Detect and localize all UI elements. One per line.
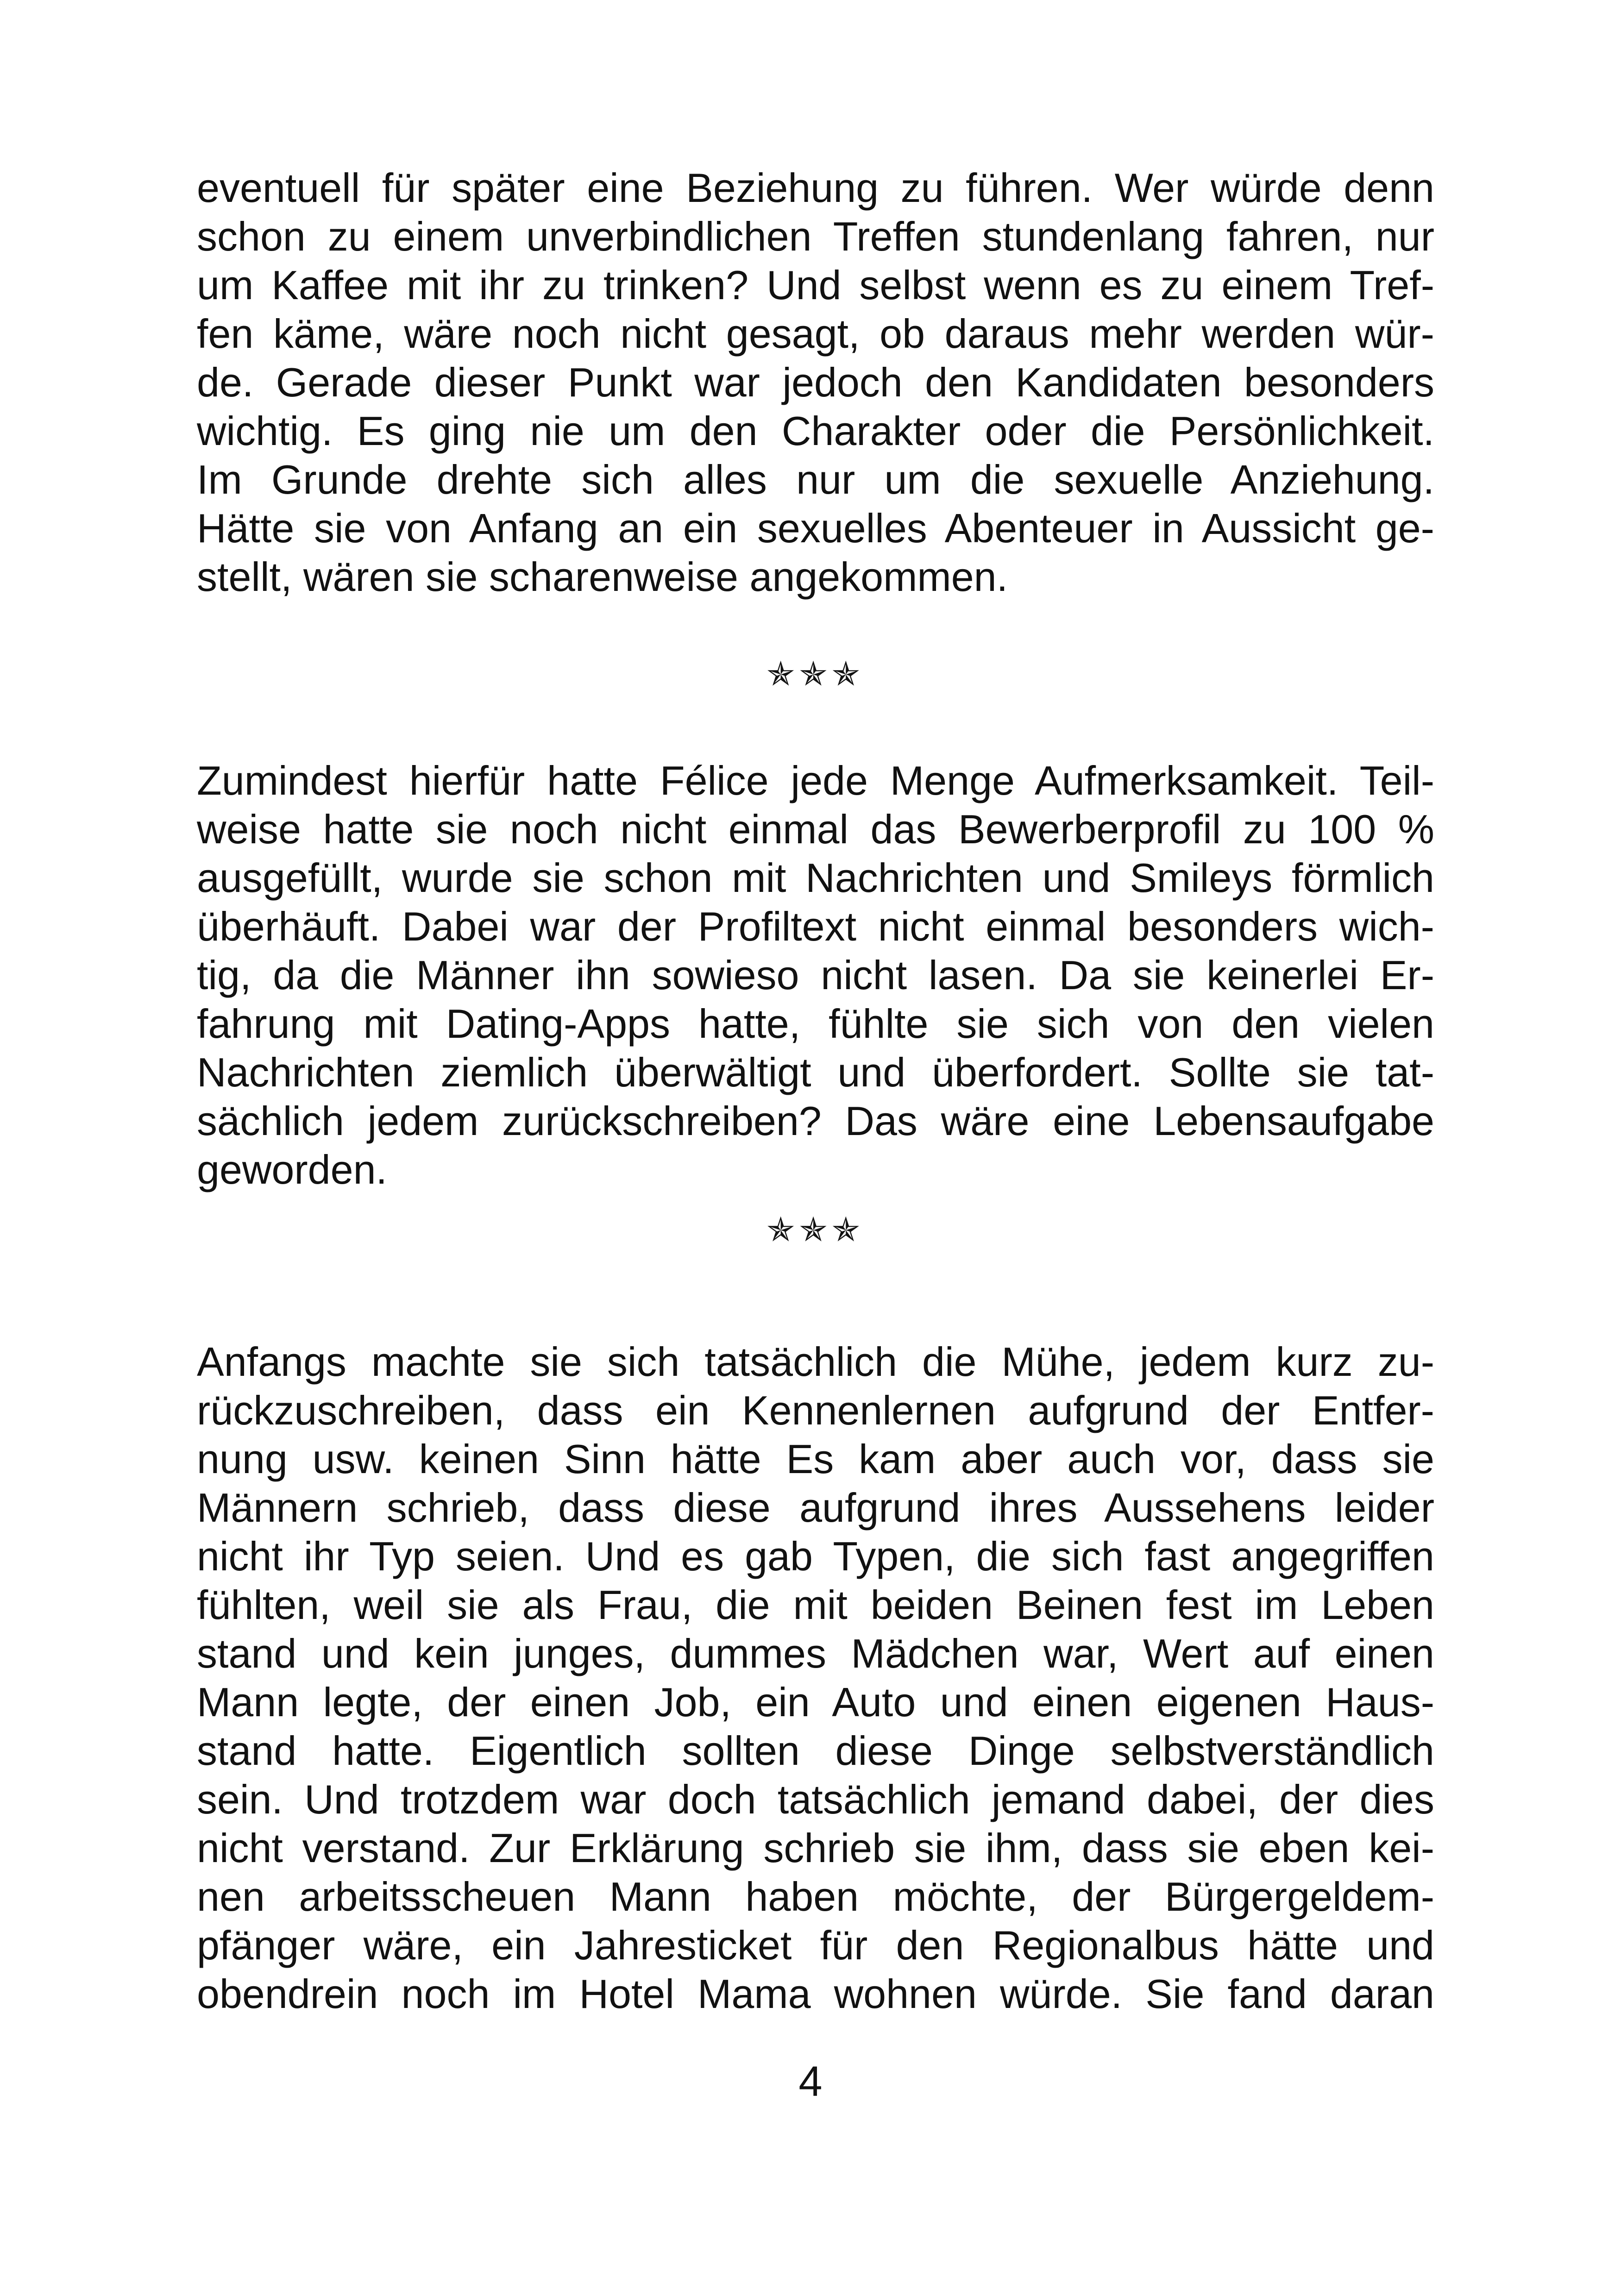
text-line: fühlten, weil sie als Frau, die mit beiden Beinen fest im Leben — [197, 1582, 1434, 1628]
text-line: geworden. — [197, 1147, 387, 1192]
text-line: eventuell für später eine Beziehung zu führen. Wer würde denn — [197, 165, 1434, 211]
text-line: de. Gerade dieser Punkt war jedoch den Kandidaten besonders — [197, 359, 1434, 405]
text-line: wichtig. Es ging nie um den Charakter oder die Persönlichkeit. — [197, 408, 1434, 454]
text-line: Nachrichten ziemlich überwältigt und überfordert. Sollte sie tat- — [197, 1049, 1434, 1095]
text-line: obendrein noch im Hotel Mama wohnen würde. Sie fand daran — [197, 1971, 1434, 2017]
text-line: pfänger wäre, ein Jahresticket für den Regionalbus hätte und — [197, 1922, 1434, 1968]
text-line: nen arbeitsscheuen Mann haben möchte, der Bürgergeldem- — [197, 1874, 1434, 1920]
text-line: schon zu einem unverbindlichen Treffen stundenlang fahren, nur — [197, 213, 1434, 259]
text-line: stand hatte. Eigentlich sollten diese Dinge selbstverständlich — [197, 1728, 1434, 1774]
text-line: fen käme, wäre noch nicht gesagt, ob daraus mehr werden wür- — [197, 311, 1434, 357]
text-line: Männern schrieb, dass diese aufgrund ihres Aussehens leider — [197, 1485, 1434, 1531]
section-separator-stars: ✯✯✯ — [767, 1210, 865, 1249]
paragraph-1 — [197, 163, 1434, 601]
text-line: sein. Und trotzdem war doch tatsächlich jemand dabei, der dies — [197, 1776, 1434, 1822]
text-line: Mann legte, der einen Job, ein Auto und einen eigenen Haus- — [197, 1679, 1434, 1725]
text-line: ausgefüllt, wurde sie schon mit Nachrichten und Smileys förmlich — [197, 855, 1434, 901]
paragraph-3 — [197, 1337, 1434, 2018]
text-line: nicht ihr Typ seien. Und es gab Typen, die sich fast angegriffen — [197, 1533, 1434, 1579]
text-line: nicht verstand. Zur Erklärung schrieb sie ihm, dass sie eben kei- — [197, 1825, 1434, 1871]
section-separator-stars: ✯✯✯ — [767, 654, 865, 693]
text-line: rückzuschreiben, dass ein Kennenlernen aufgrund der Entfer- — [197, 1387, 1434, 1433]
text-line: Hätte sie von Anfang an ein sexuelles Abenteuer in Aussicht ge- — [197, 505, 1434, 551]
text-line: Zumindest hierfür hatte Félice jede Menge Aufmerksamkeit. Teil- — [197, 758, 1434, 803]
text-line: stand und kein junges, dummes Mädchen war, Wert auf einen — [197, 1631, 1434, 1676]
page-number: 4 — [798, 2058, 823, 2105]
text-line: weise hatte sie noch nicht einmal das Bewerberprofil zu 100 % — [197, 806, 1434, 852]
text-line: sächlich jedem zurückschreiben? Das wäre eine Lebensaufgabe — [197, 1098, 1434, 1144]
text-line: um Kaffee mit ihr zu trinken? Und selbst wenn es zu einem Tref- — [197, 262, 1434, 308]
text-line: fahrung mit Dating-Apps hatte, fühlte sie sich von den vielen — [197, 1001, 1434, 1047]
text-line: tig, da die Männer ihn sowieso nicht lasen. Da sie keinerlei Er- — [197, 952, 1434, 998]
text-line: Anfangs machte sie sich tatsächlich die Mühe, jedem kurz zu- — [197, 1339, 1434, 1385]
text-line: überhäuft. Dabei war der Profiltext nicht einmal besonders wich- — [197, 903, 1434, 949]
text-line: stellt, wären sie scharenweise angekommen. — [197, 554, 1008, 600]
page-body — [197, 163, 1434, 2018]
text-line: Im Grunde drehte sich alles nur um die sexuelle Anziehung. — [197, 457, 1434, 502]
paragraph-2 — [197, 756, 1434, 1194]
text-line: nung usw. keinen Sinn hätte Es kam aber auch vor, dass sie — [197, 1436, 1434, 1482]
